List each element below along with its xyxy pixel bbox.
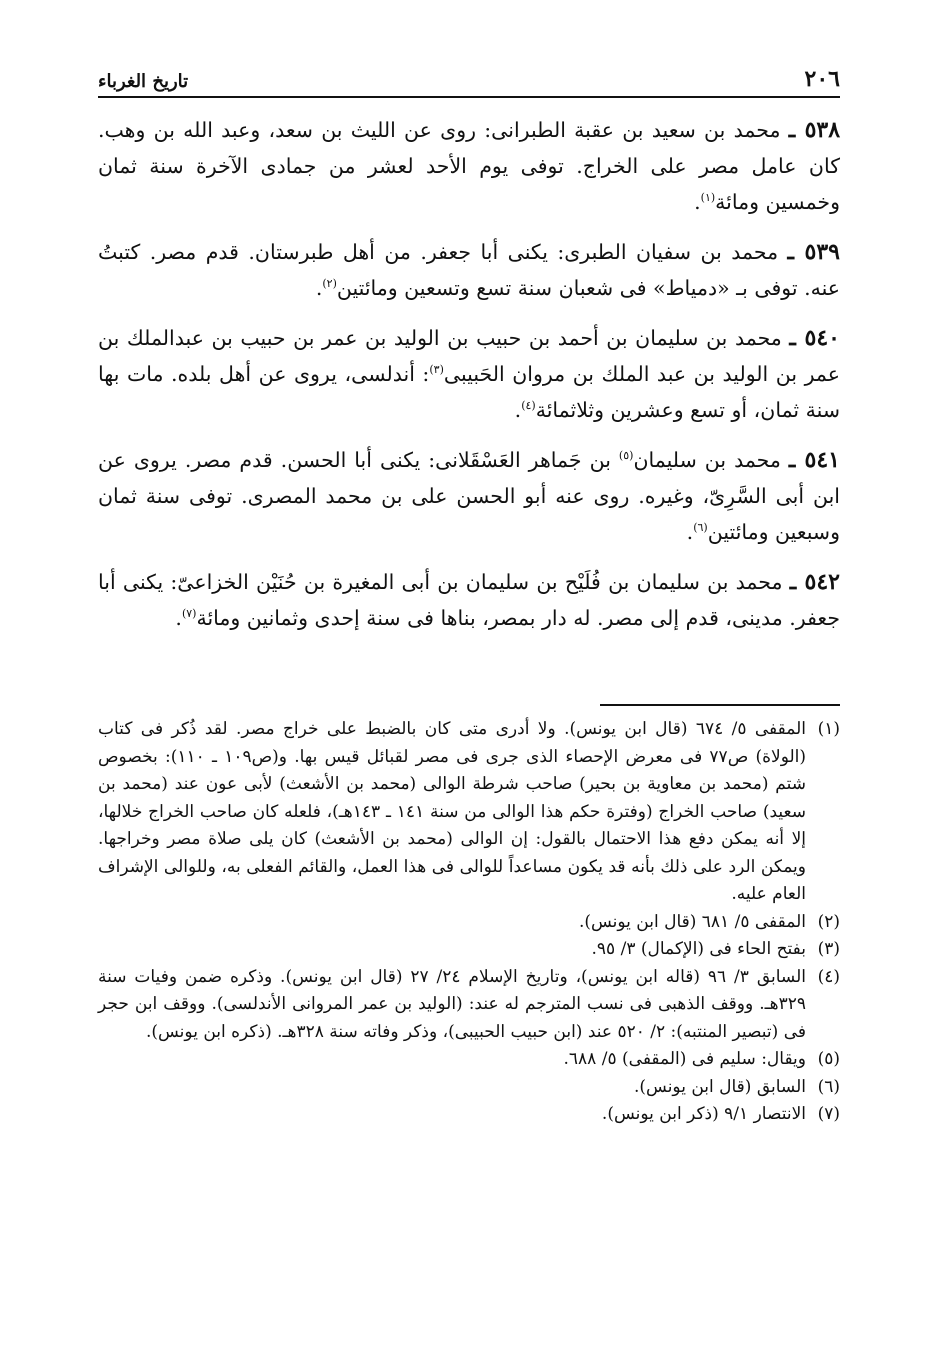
- footnote-text: الانتصار ٩/١ (ذكر ابن يونس).: [601, 1104, 806, 1124]
- footnote-5: [98, 1046, 840, 1074]
- footnote-text: بفتح الحاء فى (الإكمال) ٣/ ٩٥.: [591, 939, 806, 959]
- entry-number: ٥٣٨ ـ: [788, 117, 841, 143]
- footnote-number: (١): [817, 719, 840, 739]
- footnote-ref: (٣): [429, 363, 444, 377]
- entry-text: محمد بن سعيد بن عقبة الطبرانى: روى عن الليث بن سعد، وعبد الله بن وهب. كان عامل مصر على الخراج. توفى يوم الأحد لعشر من جمادى الآخرة سنة ثمان وخمسين ومائة: [98, 118, 840, 214]
- entry-end: .: [686, 520, 694, 544]
- entry-end: .: [175, 606, 182, 630]
- footnote-number: (٦): [817, 1076, 840, 1097]
- entry-text: محمد بن سفيان الطبرى: يكنى أبا جعفر. من أهل طبرستان. قدم مصر. كتبتُ عنه. توفى بـ «دمياط» فى شعبان سنة تسع وتسعين ومائتين: [98, 240, 840, 300]
- entry-text: محمد بن سليمان بن فُلَيْح بن سليمان بن أبى المغيرة بن حُنَيْن الخزاعىّ: يكنى أبا جعفر. مدينى، قدم إلى مصر. له دار بمصر، بناها فى سنة إحدى وثمانين ومائة: [98, 570, 840, 630]
- entry-540: [98, 320, 840, 428]
- footnote-divider: [600, 704, 840, 706]
- footnote-number: (٧): [817, 1104, 840, 1124]
- footnote-number: (٥): [817, 1049, 840, 1069]
- footnote-ref: (٥): [618, 449, 634, 463]
- footnote-6: [98, 1074, 840, 1102]
- entry-number: ٥٤٠ ـ: [789, 325, 840, 351]
- footnote-ref: (٤): [521, 399, 536, 413]
- footnotes: [98, 716, 840, 1129]
- entry-number: ٥٤٢ ـ: [789, 569, 840, 595]
- footnote-4: [98, 964, 840, 1047]
- page-header: [98, 62, 840, 92]
- entry-542: [98, 564, 840, 636]
- entry-539: [98, 234, 840, 306]
- footnote-ref: (٢): [322, 277, 337, 291]
- entry-text: محمد بن سليمان بن أحمد بن حبيب بن الوليد بن عمر بن حبيب بن عبدالملك بن عمر بن الوليد بن عبد الملك بن مروان الحَبيبى: [98, 326, 841, 386]
- entry-541: [98, 442, 840, 550]
- footnote-number: (٢): [817, 911, 840, 932]
- footnote-1: [98, 716, 840, 909]
- footnote-text: ويقال: سليم فى (المقفى) ٥/ ٦٨٨.: [563, 1049, 806, 1069]
- main-text: [98, 112, 840, 650]
- entry-538: [98, 112, 840, 220]
- entry-text-continued: بن جَماهر العَسْقَلانى: يكنى أبا الحسن. قدم مصر. يروى عن ابن أبى السَّرِىّ، وغيره. روى عنه أبو الحسن على بن محمد المصرى. توفى سنة ثمان وسبعين ومائتين: [98, 448, 840, 544]
- footnote-text: المقفى ٥/ ٦٧٤ (قال ابن يونس). ولا أدرى متى كان بالضبط على خراج مصر. لقد ذُكر فى كتاب (الولاة) ص٧٧ فى معرض الإحصاء الذى جرى فى مصر لقبائل قيس بها. و(ص١٠٩ ـ ١١٠): بخصوص شتم (محمد بن معاوية بن بحير) صاحب شرطة الوالى (محمد بن الأشعث) لأبى عون عند (محمد بن سعيد) صاحب الخراج (وفترة حكم هذا الوالى من سنة ١٤١ ـ ١٤٣هـ)، فلعله كان صاحب الخراج خلالها، إلا أنه يمكن دفع هذا الاحتمال بالقول: إن الوالى (محمد بن الأشعث) كان يلى صلاة مصر وخراجها. ويمكن الرد على ذلك بأنه قد يكون مساعداً للوالى فى هذا العمل، والقائم الفعلى به، وللوالى الإشراف العام عليه.: [98, 719, 807, 904]
- footnote-ref: (٧): [181, 607, 197, 621]
- footnote-text: المقفى ٥/ ٦٨١ (قال ابن يونس).: [578, 911, 806, 932]
- footnote-ref: (٦): [693, 521, 708, 535]
- footnote-number: (٤): [817, 966, 840, 987]
- header-divider: [98, 96, 840, 98]
- running-title: تاريخ الغرباء: [98, 71, 189, 92]
- entry-end: .: [694, 190, 701, 214]
- entry-text-continued: : أندلسى، يروى عن أهل بلده. مات بها سنة ثمان، أو تسع وعشرين وثلاثمائة: [98, 362, 840, 422]
- footnote-3: [98, 936, 840, 964]
- entry-number: ٥٣٩ ـ: [787, 239, 840, 265]
- footnote-7: [98, 1101, 840, 1129]
- entry-end: .: [315, 276, 323, 300]
- footnote-text: السابق (قال ابن يونس).: [633, 1076, 806, 1097]
- footnote-number: (٣): [817, 939, 840, 959]
- footnote-2: [98, 909, 840, 937]
- entry-text: محمد بن سليمان: [633, 448, 781, 472]
- entry-number: ٥٤١ ـ: [788, 447, 840, 473]
- footnote-ref: (١): [700, 191, 716, 205]
- footnote-text: السابق ٣/ ٩٦ (قاله ابن يونس)، وتاريخ الإسلام ٢٤/ ٢٧ (قال ابن يونس). وذكره ضمن وفيات سنة ٣٢٩هـ. ووقف الذهبى فى نسب المترجم له عند: (الوليد بن عمر المروانى الأندلسى). ووقف ابن حجر فى (تبصير المنتبه): ٢/ ٥٢٠ عند (ابن حبيب الحبيبى)، وذكر وفاته سنة ٣٢٨هـ. (ذكره ابن يونس).: [98, 966, 806, 1042]
- entry-end: .: [514, 398, 522, 422]
- page-number: ٢٠٦: [804, 66, 840, 92]
